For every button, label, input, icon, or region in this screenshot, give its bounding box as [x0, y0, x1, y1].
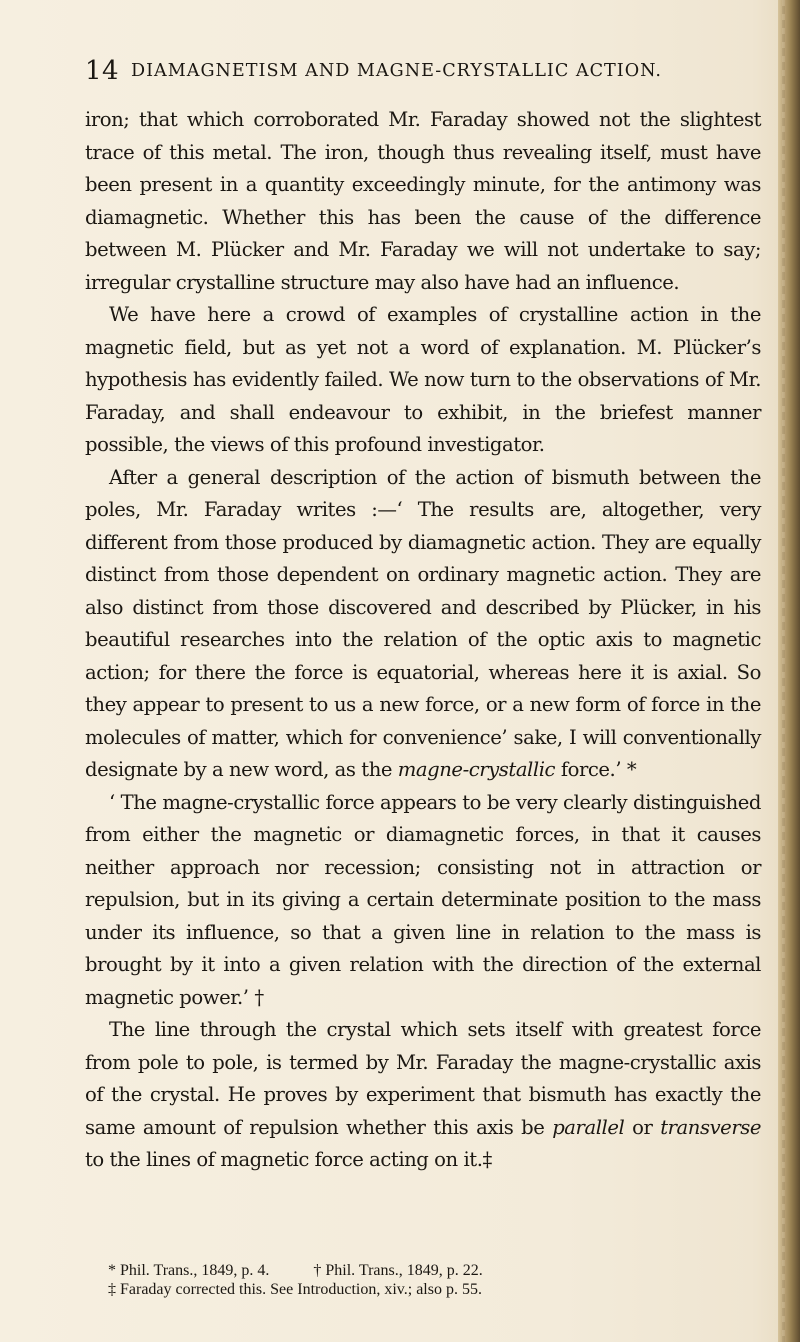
body-text — [85, 104, 761, 1177]
paragraph-4: ‘ The magne-crystallic force appears to be very clearly distinguished from either the magnetic or diamagnetic forces, in that it causes neither approach nor recession; consisting not in attraction or repulsion, but in its giving a certain determinate position to the mass under its influence, so that a given line in relation to the mass is brought by it into a given relation with the direction of the external magnetic power.’ † — [85, 790, 761, 1009]
paragraph-5-text: The line through the crystal which sets itself with greatest force from pole to pole, is termed by Mr. Faraday the magne-crystallic axis of the crystal. He proves by experiment that bismuth has exactly the same amount of repulsion whether this axis be — [85, 1018, 761, 1139]
page-binding-edge — [778, 0, 800, 1342]
footnote-3: ‡ Faraday corrected this. See Introduction, xiv.; also p. 55. — [108, 1281, 482, 1298]
paragraph-5-italic-parallel: parallel — [552, 1115, 625, 1139]
paragraph-5-or: or — [632, 1115, 653, 1139]
footnotes — [108, 1261, 748, 1299]
paragraph-2: We have here a crowd of examples of crystalline action in the magnetic field, but as yet not a word of explanation. M. Plücker’s hypothesis has evidently failed. We now turn to the observations of Mr. Faraday, and shall endeavour to exhibit, in the briefest manner possible, the views of this profound investigator. — [85, 303, 761, 456]
footnote-row-2 — [108, 1280, 748, 1299]
footnote-2: † Phil. Trans., 1849, p. 22. — [313, 1262, 483, 1279]
paragraph-5-end: to the lines of magnetic force acting on it.‡ — [85, 1148, 492, 1171]
running-head: DIAMAGNETISM AND MAGNE-CRYSTALLIC ACTION. — [131, 61, 663, 81]
paragraph-3-text: After a general description of the action of bismuth between the poles, Mr. Faraday writes :—‘ The results are, altogether, very different from those produced by diamagnetic action. They are equally distinct from those dependent on ordinary magnetic action. They are also distinct from those discovered and described by Plücker, in his beautiful researches into the relation of the optic axis to magnetic action; for there the force is equatorial, whereas here it is axial. So they appear to present to us a new force, or a new form of force in the molecules of matter, which for convenience’ sake, I will conventionally designate by a new word, as the — [85, 465, 761, 781]
page-header — [85, 56, 761, 92]
paragraph-3 — [85, 462, 761, 787]
footnote-1: * Phil. Trans., 1849, p. 4. — [108, 1262, 270, 1279]
paragraph-5-italic-transverse: transverse — [660, 1115, 761, 1139]
paragraph-1: iron; that which corroborated Mr. Faraday showed not the slightest trace of this metal. The iron, though thus revealing itself, must have been present in a quantity exceedingly minute, for the antimony was diamagnetic. Whether this has been the cause of the difference between M. Plücker and Mr. Faraday we will not undertake to say; irregular crystalline structure may also have had an influence. — [85, 108, 761, 294]
page-number: 14 — [85, 56, 120, 86]
paragraph-5 — [85, 1014, 761, 1177]
paragraph-3-italic-term: magne-crystallic — [397, 758, 556, 781]
paragraph-3-end: force.’ * — [560, 758, 637, 781]
footnote-row-1 — [108, 1261, 748, 1280]
